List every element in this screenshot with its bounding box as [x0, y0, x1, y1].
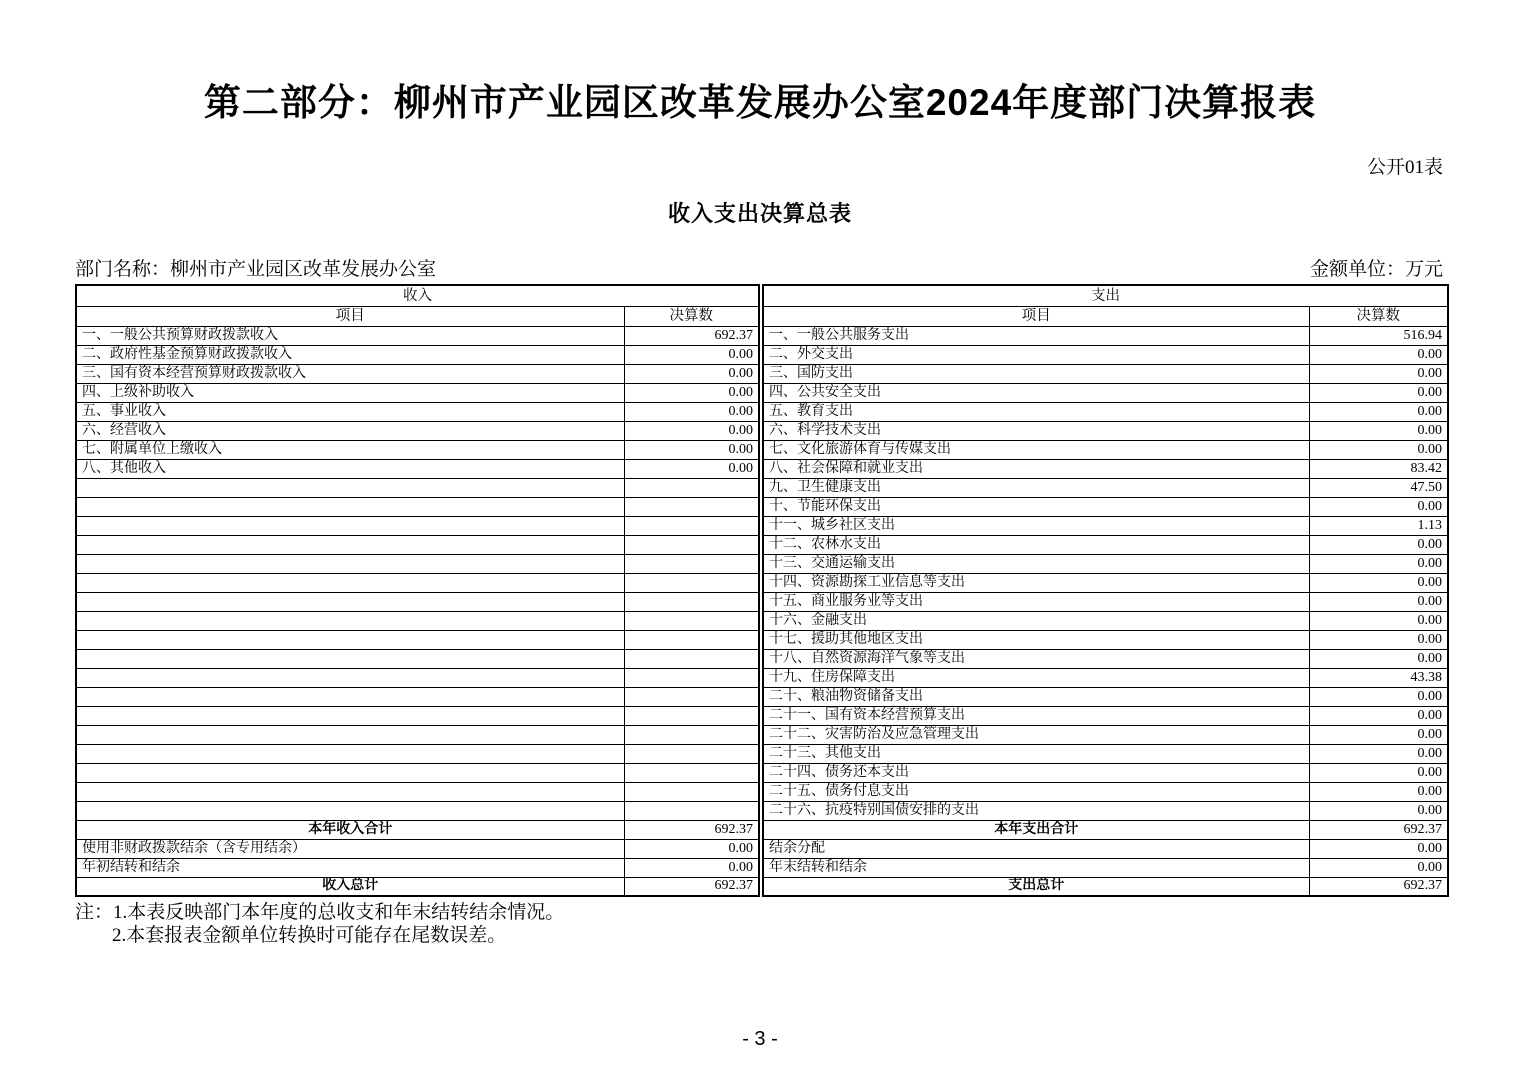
note-line-1: 注：1.本表反映部门本年度的总收支和年末结转结余情况。	[75, 902, 565, 923]
table-meta-row	[75, 254, 1443, 281]
row-value: 0.00	[1309, 839, 1448, 858]
row-value: 0.00	[1309, 763, 1448, 782]
row-value: 692.37	[1309, 877, 1448, 896]
row-value: 0.00	[1309, 592, 1448, 611]
row-value: 0.00	[1309, 611, 1448, 630]
row-value: 83.42	[1309, 459, 1448, 478]
table-row	[76, 782, 759, 801]
row-value	[624, 763, 759, 782]
table-row	[76, 820, 759, 839]
row-value: 0.00	[1309, 801, 1448, 820]
table-row	[76, 345, 759, 364]
row-value: 0.00	[1309, 440, 1448, 459]
row-item-label: 八、其他收入	[76, 459, 624, 478]
table-row	[76, 478, 759, 497]
row-item-label: 二十六、抗疫特别国债安排的支出	[763, 801, 1309, 820]
table-row	[763, 877, 1448, 896]
table-row	[763, 478, 1448, 497]
table-row	[76, 763, 759, 782]
table-row	[763, 668, 1448, 687]
row-item-label: 三、国有资本经营预算财政拨款收入	[76, 364, 624, 383]
expense-amount-column-header: 决算数	[1309, 306, 1448, 326]
table-row	[763, 706, 1448, 725]
row-item-label: 本年收入合计	[76, 820, 624, 839]
row-value: 0.00	[1309, 725, 1448, 744]
row-item-label	[76, 478, 624, 497]
table-row	[76, 440, 759, 459]
table-row	[76, 554, 759, 573]
row-value	[624, 782, 759, 801]
table-row	[76, 516, 759, 535]
row-item-label	[76, 611, 624, 630]
row-item-label: 十三、交通运输支出	[763, 554, 1309, 573]
table-row	[76, 383, 759, 402]
table-row	[76, 725, 759, 744]
row-value: 0.00	[624, 345, 759, 364]
row-value	[624, 725, 759, 744]
table-row	[763, 554, 1448, 573]
row-value: 0.00	[624, 459, 759, 478]
row-value: 0.00	[624, 858, 759, 877]
row-value: 692.37	[624, 877, 759, 896]
row-value: 0.00	[624, 421, 759, 440]
row-item-label: 二十、粮油物资储备支出	[763, 687, 1309, 706]
table-row	[763, 421, 1448, 440]
expense-table	[762, 284, 1449, 897]
row-value	[624, 687, 759, 706]
row-item-label: 十九、住房保障支出	[763, 668, 1309, 687]
row-item-label: 二、外交支出	[763, 345, 1309, 364]
income-section-header-row	[76, 285, 759, 306]
table-row	[763, 535, 1448, 554]
row-value: 692.37	[1309, 820, 1448, 839]
table-row	[763, 440, 1448, 459]
row-value: 1.13	[1309, 516, 1448, 535]
row-value: 0.00	[1309, 345, 1448, 364]
table-row	[763, 516, 1448, 535]
row-item-label: 十八、自然资源海洋气象等支出	[763, 649, 1309, 668]
row-item-label	[76, 801, 624, 820]
row-item-label	[76, 630, 624, 649]
document-title: 第二部分：柳州市产业园区改革发展办公室2024年度部门决算报表	[203, 82, 1317, 123]
row-item-label	[76, 592, 624, 611]
table-title: 收入支出决算总表	[667, 201, 852, 226]
row-value	[624, 516, 759, 535]
row-value: 47.50	[1309, 478, 1448, 497]
row-item-label: 十一、城乡社区支出	[763, 516, 1309, 535]
table-row	[763, 858, 1448, 877]
table-row	[76, 459, 759, 478]
table-row	[763, 687, 1448, 706]
row-value: 0.00	[1309, 649, 1448, 668]
row-value: 0.00	[1309, 630, 1448, 649]
row-value: 692.37	[624, 326, 759, 345]
table-row	[76, 744, 759, 763]
row-item-label: 十、节能环保支出	[763, 497, 1309, 516]
income-table	[75, 284, 760, 897]
row-item-label: 二、政府性基金预算财政拨款收入	[76, 345, 624, 364]
row-item-label	[76, 668, 624, 687]
row-item-label: 结余分配	[763, 839, 1309, 858]
table-row	[76, 877, 759, 896]
row-item-label: 七、文化旅游体育与传媒支出	[763, 440, 1309, 459]
row-item-label	[76, 573, 624, 592]
row-value: 0.00	[1309, 706, 1448, 725]
row-value	[624, 478, 759, 497]
row-value: 0.00	[1309, 687, 1448, 706]
page-number: - 3 -	[742, 1028, 778, 1050]
row-item-label: 二十四、债务还本支出	[763, 763, 1309, 782]
row-value: 0.00	[1309, 573, 1448, 592]
income-section-header: 收入	[76, 285, 759, 306]
row-item-label: 八、社会保障和就业支出	[763, 459, 1309, 478]
table-row	[763, 345, 1448, 364]
row-value: 0.00	[1309, 744, 1448, 763]
income-item-column-header: 项目	[76, 306, 624, 326]
table-row	[763, 763, 1448, 782]
row-item-label	[76, 706, 624, 725]
table-row	[76, 421, 759, 440]
row-value	[624, 573, 759, 592]
row-item-label: 四、上级补助收入	[76, 383, 624, 402]
table-row	[763, 801, 1448, 820]
row-item-label: 九、卫生健康支出	[763, 478, 1309, 497]
summary-table	[75, 284, 1445, 897]
row-item-label	[76, 497, 624, 516]
row-item-label: 二十三、其他支出	[763, 744, 1309, 763]
row-value: 0.00	[624, 402, 759, 421]
row-item-label: 四、公共安全支出	[763, 383, 1309, 402]
row-item-label	[76, 687, 624, 706]
income-column-header-row	[76, 306, 759, 326]
table-row	[763, 820, 1448, 839]
row-item-label: 一、一般公共预算财政拨款收入	[76, 326, 624, 345]
row-item-label	[76, 554, 624, 573]
expense-section-header-row	[763, 285, 1448, 306]
row-item-label: 二十一、国有资本经营预算支出	[763, 706, 1309, 725]
row-value: 0.00	[1309, 497, 1448, 516]
row-item-label	[76, 516, 624, 535]
row-item-label: 三、国防支出	[763, 364, 1309, 383]
row-value	[624, 497, 759, 516]
table-row	[76, 592, 759, 611]
row-value	[624, 592, 759, 611]
row-value: 0.00	[1309, 402, 1448, 421]
row-value: 516.94	[1309, 326, 1448, 345]
table-row	[76, 364, 759, 383]
row-item-label: 支出总计	[763, 877, 1309, 896]
table-row	[76, 649, 759, 668]
row-item-label	[76, 535, 624, 554]
table-row	[763, 839, 1448, 858]
department-name: 部门名称：柳州市产业园区改革发展办公室	[75, 259, 437, 280]
table-row	[76, 573, 759, 592]
row-item-label: 十二、农林水支出	[763, 535, 1309, 554]
row-value: 0.00	[1309, 364, 1448, 383]
table-row	[76, 668, 759, 687]
row-item-label	[76, 782, 624, 801]
row-item-label: 年末结转和结余	[763, 858, 1309, 877]
row-item-label: 十五、商业服务业等支出	[763, 592, 1309, 611]
row-value: 0.00	[624, 839, 759, 858]
row-value	[624, 649, 759, 668]
row-item-label: 十七、援助其他地区支出	[763, 630, 1309, 649]
row-item-label: 收入总计	[76, 877, 624, 896]
table-row	[763, 649, 1448, 668]
row-value: 43.38	[1309, 668, 1448, 687]
row-value	[624, 668, 759, 687]
row-value	[624, 554, 759, 573]
table-row	[76, 326, 759, 345]
table-row	[763, 364, 1448, 383]
table-row	[76, 497, 759, 516]
table-row	[763, 383, 1448, 402]
row-item-label: 五、事业收入	[76, 402, 624, 421]
row-item-label: 一、一般公共服务支出	[763, 326, 1309, 345]
row-item-label: 七、附属单位上缴收入	[76, 440, 624, 459]
expense-section-header: 支出	[763, 285, 1448, 306]
row-value: 0.00	[1309, 554, 1448, 573]
row-value	[624, 744, 759, 763]
expense-item-column-header: 项目	[763, 306, 1309, 326]
row-item-label	[76, 763, 624, 782]
row-value	[624, 611, 759, 630]
row-value: 0.00	[1309, 421, 1448, 440]
row-item-label: 十六、金融支出	[763, 611, 1309, 630]
row-value	[624, 535, 759, 554]
row-item-label	[76, 744, 624, 763]
row-item-label: 二十二、灾害防治及应急管理支出	[763, 725, 1309, 744]
table-row	[763, 459, 1448, 478]
table-row	[763, 497, 1448, 516]
amount-unit-label: 金额单位：万元	[1309, 259, 1443, 280]
row-item-label	[76, 725, 624, 744]
row-item-label	[76, 649, 624, 668]
table-row	[763, 573, 1448, 592]
expense-column-header-row	[763, 306, 1448, 326]
row-item-label: 本年支出合计	[763, 820, 1309, 839]
row-value: 0.00	[624, 383, 759, 402]
table-row	[763, 630, 1448, 649]
row-value: 0.00	[1309, 535, 1448, 554]
row-item-label: 五、教育支出	[763, 402, 1309, 421]
row-item-label: 六、经营收入	[76, 421, 624, 440]
row-item-label: 使用非财政拨款结余（含专用结余）	[76, 839, 624, 858]
row-item-label: 六、科学技术支出	[763, 421, 1309, 440]
table-row	[76, 611, 759, 630]
table-row	[763, 725, 1448, 744]
row-item-label: 二十五、债务付息支出	[763, 782, 1309, 801]
table-row	[76, 630, 759, 649]
row-value: 0.00	[1309, 782, 1448, 801]
row-item-label: 年初结转和结余	[76, 858, 624, 877]
row-item-label: 十四、资源勘探工业信息等支出	[763, 573, 1309, 592]
row-value: 0.00	[624, 364, 759, 383]
table-row	[76, 687, 759, 706]
table-row	[763, 744, 1448, 763]
table-row	[76, 839, 759, 858]
row-value	[624, 630, 759, 649]
table-notes	[75, 902, 1520, 948]
table-row	[76, 535, 759, 554]
table-row	[763, 782, 1448, 801]
table-row	[763, 611, 1448, 630]
note-line-2: 2.本套报表金额单位转换时可能存在尾数误差。	[112, 924, 507, 946]
row-value: 692.37	[624, 820, 759, 839]
table-row	[76, 801, 759, 820]
table-row	[76, 858, 759, 877]
table-row	[763, 326, 1448, 345]
table-code-label: 公开01表	[1366, 157, 1443, 178]
income-amount-column-header: 决算数	[624, 306, 759, 326]
table-row	[763, 592, 1448, 611]
row-value: 0.00	[624, 440, 759, 459]
table-row	[76, 706, 759, 725]
row-value	[624, 801, 759, 820]
table-row	[76, 402, 759, 421]
table-row	[763, 402, 1448, 421]
row-value	[624, 706, 759, 725]
row-value: 0.00	[1309, 383, 1448, 402]
row-value: 0.00	[1309, 858, 1448, 877]
